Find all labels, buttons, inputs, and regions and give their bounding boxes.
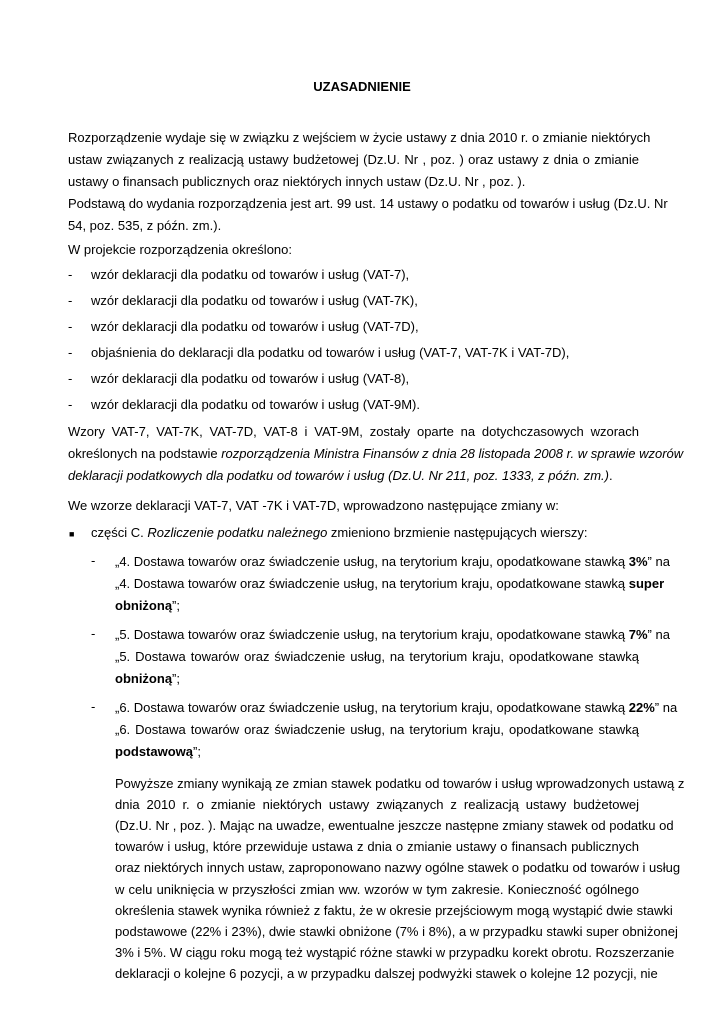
final-line: towarów i usług, które przewiduje ustawa z dnia o zmianie ustawy o finansach publicznych (115, 839, 639, 854)
list-dash: - (91, 553, 96, 568)
final-line: oraz niektórych innych ustaw, zaproponowano nazwy ogólne stawek o podatku od towarów i usług (115, 860, 681, 875)
list-dash: - (68, 319, 73, 334)
change-line: „5. Dostawa towarów oraz świadczenie usług, na terytorium kraju, opodatkowane stawką 7%” na (115, 627, 670, 642)
intro-line: ustaw związanych z realizacją ustawy budżetowej (Dz.U. Nr , poz. ) oraz ustawy z dnia o zmianie (68, 152, 639, 167)
bullet-line: części C. Rozliczenie podatku należnego zmieniono brzmienie następujących wierszy: (91, 525, 588, 540)
list-item: wzór deklaracji dla podatku od towarów i usług (VAT-7D), (91, 319, 419, 334)
list-item: wzór deklaracji dla podatku od towarów i usług (VAT-7), (91, 267, 410, 282)
intro-line: 54, poz. 535, z późn. zm.). (68, 218, 222, 233)
wzory-line: określonych na podstawie rozporządzenia Ministra Finansów z dnia 28 listopada 2008 r. w sprawie wzorów (68, 446, 684, 461)
intro-line: W projekcie rozporządzenia określono: (68, 242, 292, 257)
list-item: objaśnienia do deklaracji dla podatku od towarów i usług (VAT-7, VAT-7K i VAT-7D), (91, 345, 570, 360)
final-line: podstawowe (22% i 23%), dwie stawki obniżone (7% i 8%), a w przypadku stawki super obniżonej (115, 924, 678, 939)
final-line: (Dz.U. Nr , poz. ). Mając na uwadze, ewentualne jeszcze następne zmiany stawek od podatku od (115, 818, 674, 833)
change-line: podstawową”; (115, 744, 201, 759)
final-line: deklaracji o kolejne 6 pozycji, a w przypadku dalszej podwyżki stawek o kolejne 12 pozycji, nie (115, 966, 658, 981)
change-line: „4. Dostawa towarów oraz świadczenie usług, na terytorium kraju, opodatkowane stawką super (115, 576, 665, 591)
list-dash: - (91, 626, 96, 641)
square-bullet-icon: ■ (69, 529, 75, 539)
intro-line: Rozporządzenie wydaje się w związku z wejściem w życie ustawy z dnia 2010 r. o zmianie niektórych (68, 130, 651, 145)
wzory-line: Wzory VAT-7, VAT-7K, VAT-7D, VAT-8 i VAT-9M, zostały oparte na dotychczasowych wzorach (68, 424, 639, 439)
list-dash: - (68, 267, 73, 282)
list-dash: - (68, 345, 73, 360)
change-line: „5. Dostawa towarów oraz świadczenie usług, na terytorium kraju, opodatkowane stawką (115, 649, 639, 664)
list-dash: - (68, 293, 73, 308)
change-line: obniżoną”; (115, 598, 180, 613)
change-line: „6. Dostawa towarów oraz świadczenie usług, na terytorium kraju, opodatkowane stawką (115, 722, 639, 737)
final-line: Powyższe zmiany wynikają ze zmian stawek podatku od towarów i usług wprowadzonych ustawą z (115, 776, 685, 791)
changes-intro: We wzorze deklaracji VAT-7, VAT -7K i VAT-7D, wprowadzono następujące zmiany w: (68, 498, 559, 513)
final-line: 3% i 5%. W ciągu roku mogą też wystąpić różne stawki w przypadku korekt obrotu. Rozszerzanie (115, 945, 675, 960)
list-dash: - (68, 371, 73, 386)
final-line: w celu uniknięcia w przyszłości zmian ww. wzorów w tym zakresie. Konieczność ogólnego (115, 882, 639, 897)
document-title: UZASADNIENIE (313, 79, 411, 94)
change-line: obniżoną”; (115, 671, 180, 686)
final-line: dnia 2010 r. o zmianie niektórych ustawy związanych z realizacją ustawy budżetowej (115, 797, 639, 812)
intro-line: ustawy o finansach publicznych oraz niektórych innych ustaw (Dz.U. Nr , poz. ). (68, 174, 526, 189)
list-item: wzór deklaracji dla podatku od towarów i usług (VAT-8), (91, 371, 410, 386)
list-dash: - (68, 397, 73, 412)
wzory-line: deklaracji podatkowych dla podatku od towarów i usług (Dz.U. Nr 211, poz. 1333, z późn. zm.). (68, 468, 613, 483)
final-line: określenia stawek wynika również z faktu, że w okresie przejściowym mogą wystąpić dwie stawki (115, 903, 673, 918)
list-item: wzór deklaracji dla podatku od towarów i usług (VAT-7K), (91, 293, 418, 308)
list-dash: - (91, 699, 96, 714)
change-line: „4. Dostawa towarów oraz świadczenie usług, na terytorium kraju, opodatkowane stawką 3%” na (115, 554, 670, 569)
list-item: wzór deklaracji dla podatku od towarów i usług (VAT-9M). (91, 397, 420, 412)
change-line: „6. Dostawa towarów oraz świadczenie usług, na terytorium kraju, opodatkowane stawką 22%” na (115, 700, 678, 715)
intro-line: Podstawą do wydania rozporządzenia jest art. 99 ust. 14 ustawy o podatku od towarów i usług (Dz.U. Nr (68, 196, 668, 211)
